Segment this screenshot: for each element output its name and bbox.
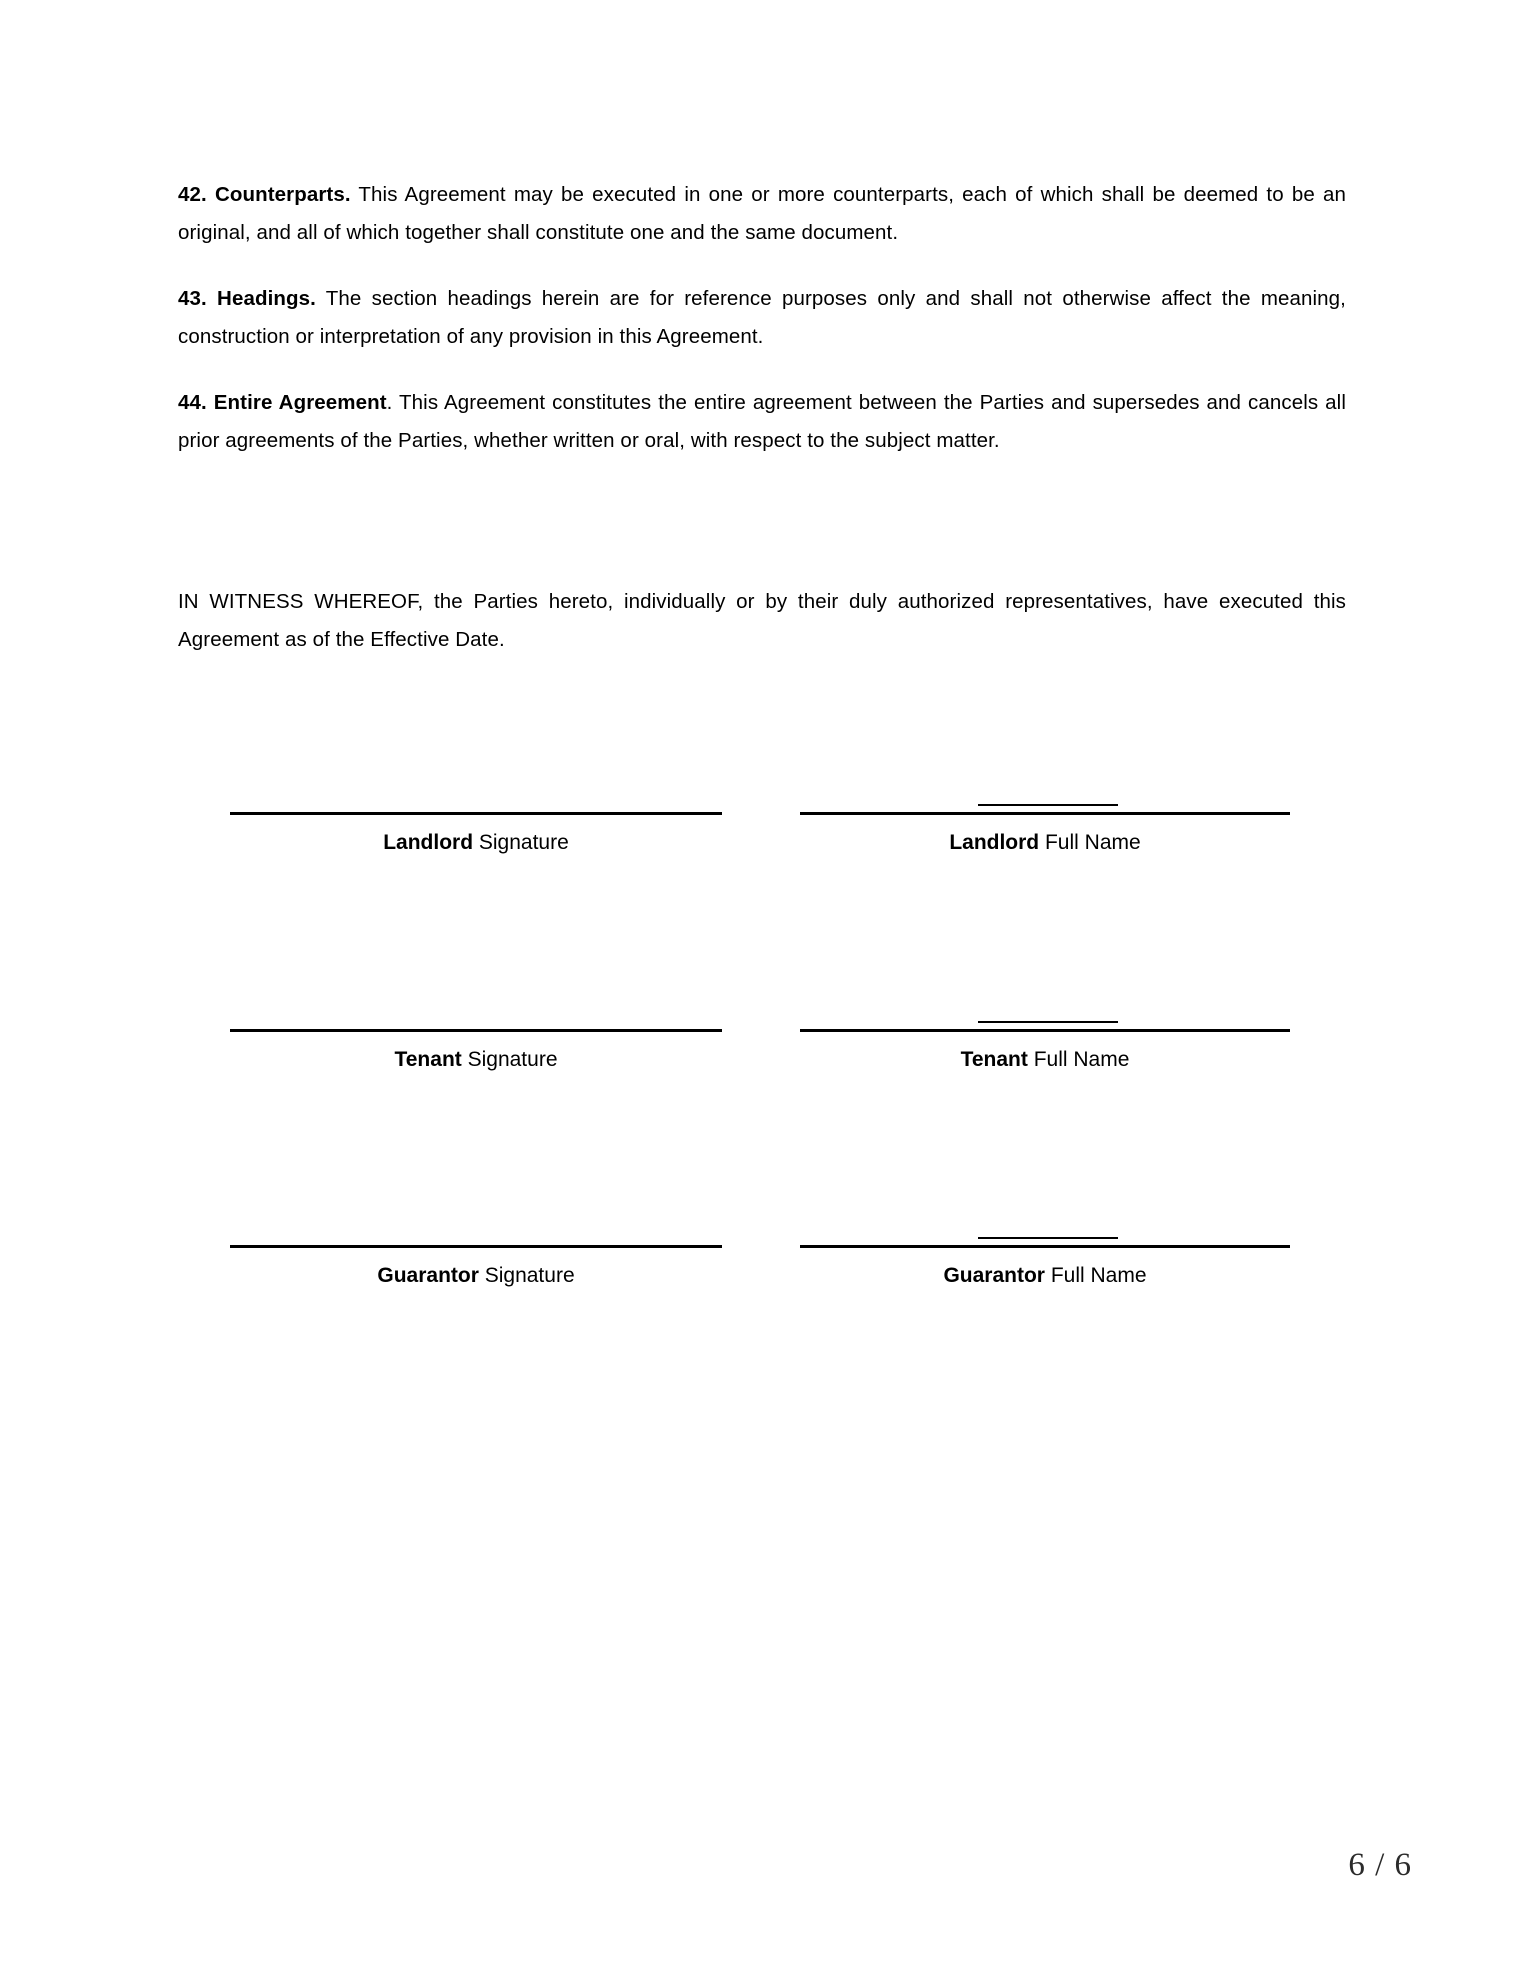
tenant-fullname-caption — [800, 1045, 1290, 1075]
signature-rule — [230, 1245, 722, 1248]
signature-rule-accent — [978, 1021, 1118, 1023]
role-label: Landlord — [383, 831, 474, 854]
page-number: 6 / 6 — [1348, 1847, 1412, 1883]
clause-43-body: The section headings herein are for reference purposes only and shall not otherwise affect the meaning, construction or interpretation of any provision in this Agreement. — [178, 287, 1346, 348]
clause-42-heading: 42. Counterparts. — [178, 183, 351, 206]
clause-43-heading: 43. Headings. — [178, 287, 316, 310]
guarantor-signature-caption — [230, 1261, 722, 1291]
signature-rule — [230, 1029, 722, 1032]
tenant-signature-caption — [230, 1045, 722, 1075]
role-label: Landlord — [949, 831, 1040, 854]
field-label: Full Name — [1039, 831, 1141, 854]
guarantor-fullname-caption — [800, 1261, 1290, 1291]
landlord-fullname-caption — [800, 828, 1290, 858]
clause-42 — [178, 176, 1346, 252]
role-label: Tenant — [960, 1048, 1028, 1071]
landlord-signature-caption — [230, 828, 722, 858]
witness-paragraph: IN WITNESS WHEREOF, the Parties hereto, individually or by their duly authorized representatives, have executed this Agreement as of the Effective Date. — [178, 590, 1346, 651]
clause-42-body: This Agreement may be executed in one or more counterparts, each of which shall be deemed to be an original, and all of which together shall constitute one and the same document. — [178, 183, 1346, 244]
signature-rule — [800, 1029, 1290, 1032]
clause-44-body: . This Agreement constitutes the entire agreement between the Parties and supersedes and cancels all prior agreements of the Parties, whether written or oral, with respect to the subject matter. — [178, 391, 1346, 452]
signature-rule — [800, 1245, 1290, 1248]
field-label: Signature — [478, 1264, 575, 1287]
clause-list — [178, 176, 1346, 460]
signature-row-tenant — [0, 1007, 1530, 1117]
signature-rule — [800, 812, 1290, 815]
role-label: Tenant — [394, 1048, 462, 1071]
signature-row-guarantor — [0, 1223, 1530, 1333]
signature-row-landlord — [0, 790, 1530, 900]
role-label: Guarantor — [377, 1264, 479, 1287]
clause-44 — [178, 384, 1346, 460]
signature-rule-accent — [978, 1237, 1118, 1239]
signature-rule-accent — [978, 804, 1118, 806]
role-label: Guarantor — [943, 1264, 1045, 1287]
field-label: Signature — [461, 1048, 558, 1071]
clause-44-heading: 44. Entire Agreement — [178, 391, 387, 414]
field-label: Full Name — [1027, 1048, 1130, 1071]
field-label: Full Name — [1044, 1264, 1147, 1287]
field-label: Signature — [473, 831, 569, 854]
signature-rule — [230, 812, 722, 815]
clause-43 — [178, 280, 1346, 356]
